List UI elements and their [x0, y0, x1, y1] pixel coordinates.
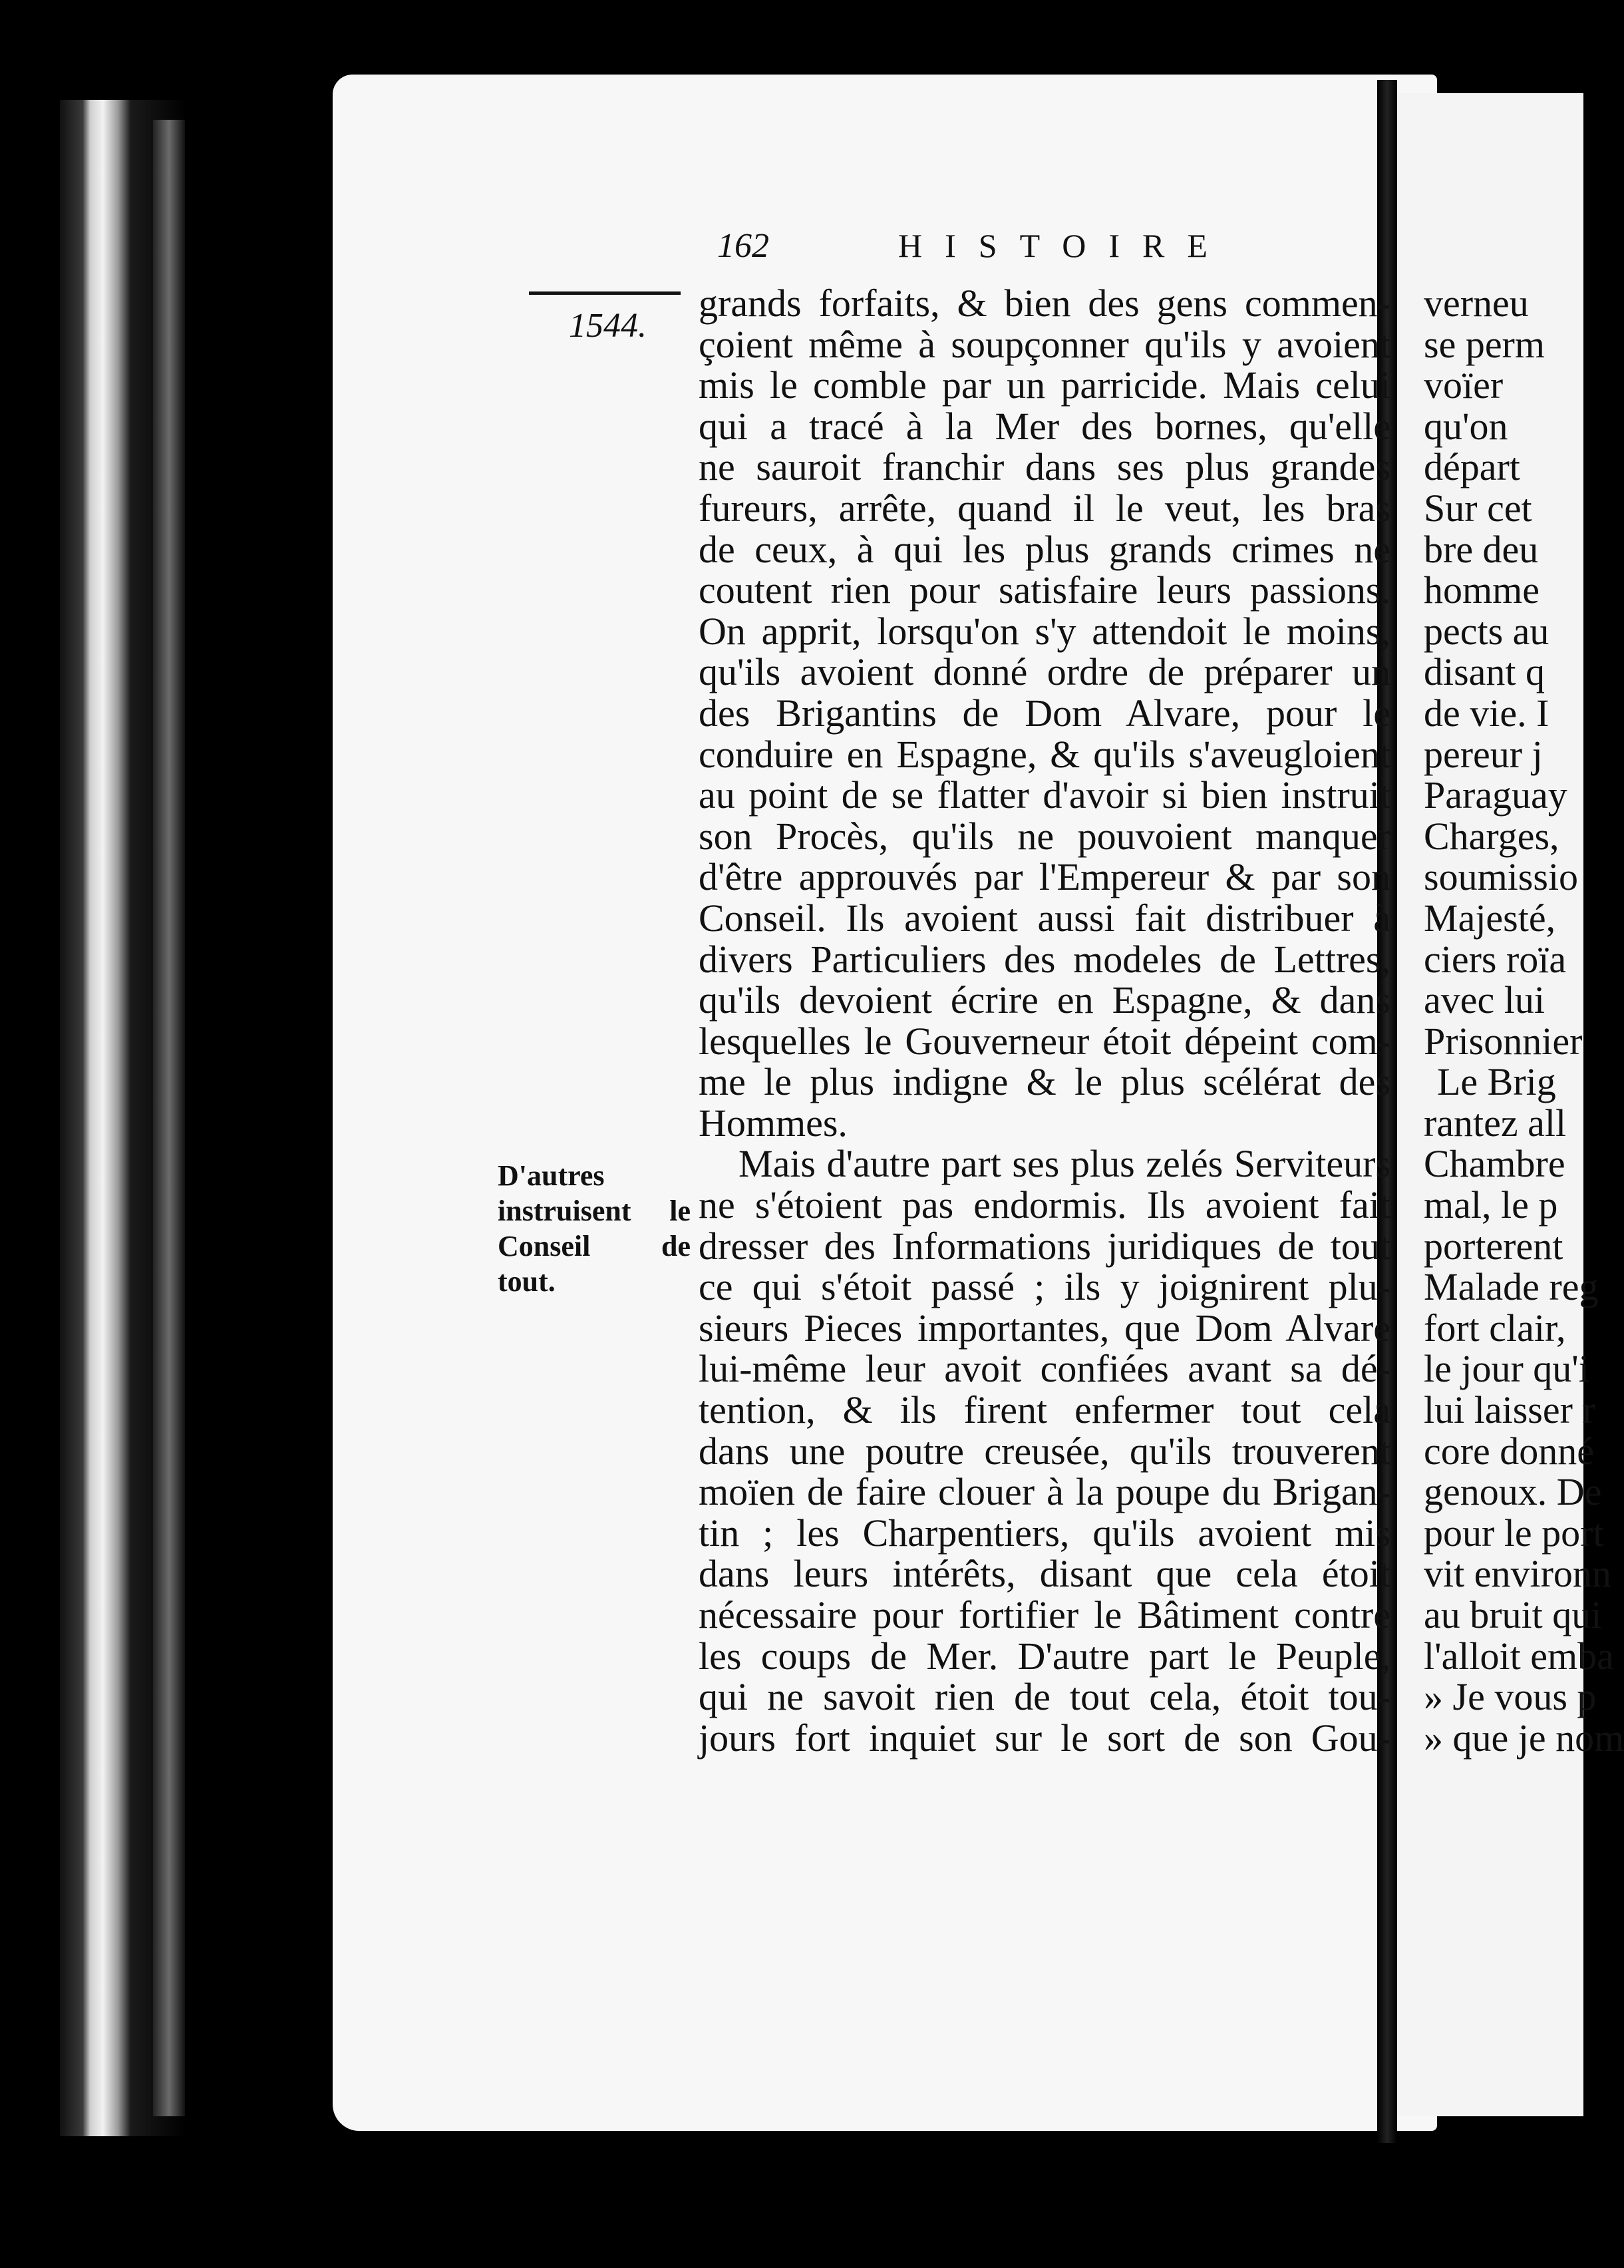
text-line: fureurs, arrête, quand il le veut, les bras — [699, 486, 1390, 530]
text-line: d'être approuvés par l'Empereur & par son — [699, 855, 1390, 899]
text-line: coutent rien pour satisfaire leurs passions. — [699, 568, 1390, 612]
facing-text-line: genoux. De — [1424, 1470, 1602, 1514]
facing-text-line: Paraguay — [1424, 773, 1567, 817]
text-line: qu'ils devoient écrire en Espagne, & dans — [699, 978, 1390, 1022]
text-line: çoient même à soupçonner qu'ils y avoient — [699, 322, 1390, 366]
facing-text-line: qu'on — [1424, 404, 1508, 448]
text-line: Conseil. Ils avoient aussi fait distribuer à — [699, 896, 1390, 940]
text-line: tention, & ils firent enfermer tout cela — [699, 1388, 1390, 1432]
margin-year: 1544. — [569, 307, 647, 345]
facing-text-line: départ — [1424, 445, 1520, 489]
running-head — [0, 226, 1583, 273]
facing-text-line: core donné — [1424, 1429, 1595, 1473]
margin-sidenote — [498, 1158, 691, 1299]
facing-text-line: voïer — [1424, 363, 1504, 407]
facing-page-text — [1424, 282, 1624, 1760]
facing-text-line: » que je nom — [1424, 1716, 1624, 1760]
facing-text-line: vit environn — [1424, 1552, 1611, 1596]
facing-text-line: pects au — [1424, 609, 1549, 653]
text-line: sieurs Pieces importantes, que Dom Alvare — [699, 1306, 1390, 1350]
text-line: moïen de faire clouer à la poupe du Brigan- — [699, 1470, 1390, 1514]
spine-edge — [153, 120, 185, 2116]
text-line: qu'ils avoient donné ordre de préparer un — [699, 650, 1390, 694]
text-line: son Procès, qu'ils ne pouvoient manquer — [699, 814, 1390, 858]
body-text — [699, 283, 1390, 1758]
facing-text-line: verneu — [1424, 282, 1529, 325]
facing-text-line: soumissio — [1424, 855, 1579, 899]
facing-text-line: rantez all — [1424, 1101, 1567, 1145]
text-line: dans une poutre creusée, qu'ils trouverent — [699, 1429, 1390, 1473]
facing-text-line: lui laisser r — [1424, 1388, 1595, 1432]
text-line: les coups de Mer. D'autre part le Peuple, — [699, 1634, 1390, 1678]
text-line: ne sauroit franchir dans ses plus grandes — [699, 445, 1390, 489]
facing-text-line: pour le port — [1424, 1511, 1604, 1555]
facing-text-line: porterent — [1424, 1224, 1563, 1268]
facing-text-line: » Je vous p — [1424, 1675, 1597, 1719]
text-line: lesquelles le Gouverneur étoit dépeint com- — [699, 1019, 1390, 1063]
sidenote-line: instruisent le — [498, 1195, 691, 1227]
facing-text-line: Sur cet — [1424, 486, 1532, 530]
facing-text-line: le jour qu'i — [1424, 1347, 1589, 1391]
sidenote-line: Conseil de — [498, 1230, 691, 1262]
text-line: me le plus indigne & le plus scélérat des — [699, 1060, 1390, 1104]
text-line: dresser des Informations juridiques de tout — [699, 1224, 1390, 1268]
facing-text-line: Prisonnier — [1424, 1019, 1583, 1063]
running-title: HISTOIRE — [898, 227, 1230, 264]
facing-text-line: Chambre — [1424, 1142, 1565, 1186]
text-line: lui-même leur avoit confiées avant sa dé- — [699, 1347, 1390, 1391]
sidenote-line: D'autres — [498, 1159, 605, 1192]
text-line: tin ; les Charpentiers, qu'ils avoient mis — [699, 1511, 1390, 1555]
text-line: divers Particuliers des modeles de Lettres, — [699, 937, 1390, 981]
text-line: conduire en Espagne, & qu'ils s'aveugloient — [699, 732, 1390, 776]
text-line: qui ne savoit rien de tout cela, étoit tou- — [699, 1675, 1390, 1719]
facing-text-line: se perm — [1424, 322, 1545, 366]
sidenote-line: tout. — [498, 1265, 556, 1298]
facing-text-line: l'alloit emba — [1424, 1634, 1614, 1678]
text-line: nécessaire pour fortifier le Bâtiment contre — [699, 1593, 1390, 1636]
text-line: Mais d'autre part ses plus zelés Serviteurs — [738, 1142, 1390, 1186]
text-line: Hommes. — [699, 1101, 848, 1145]
text-line: qui a tracé à la Mer des bornes, qu'elle — [699, 404, 1390, 448]
facing-text-line: Charges, — [1424, 814, 1559, 858]
facing-text-line: avec lui — [1424, 978, 1545, 1022]
facing-text-line: pereur j — [1424, 732, 1543, 776]
text-line: dans leurs intérêts, disant que cela étoit — [699, 1552, 1390, 1596]
page-number: 162 — [717, 227, 769, 265]
facing-text-line: Le Brig — [1437, 1060, 1556, 1104]
facing-text-line: homme — [1424, 568, 1540, 612]
facing-text-line: de vie. I — [1424, 691, 1549, 735]
text-line: On apprit, lorsqu'on s'y attendoit le moins, — [699, 609, 1390, 653]
text-line: grands forfaits, & bien des gens commen- — [699, 282, 1390, 325]
facing-text-line: fort clair, — [1424, 1306, 1566, 1350]
text-line: au point de se flatter d'avoir si bien instruit — [699, 773, 1390, 817]
facing-text-line: au bruit qui — [1424, 1593, 1602, 1636]
facing-text-line: Malade reg — [1424, 1265, 1599, 1309]
facing-text-line: disant q — [1424, 650, 1545, 694]
facing-text-line: mal, le p — [1424, 1183, 1558, 1227]
text-line: ne s'étoient pas endormis. Ils avoient fait — [699, 1183, 1390, 1227]
text-line: mis le comble par un parricide. Mais celui — [699, 363, 1390, 407]
text-line: de ceux, à qui les plus grands crimes ne — [699, 527, 1390, 571]
text-line: jours fort inquiet sur le sort de son Gou- — [699, 1716, 1390, 1760]
facing-text-line: bre deu — [1424, 527, 1539, 571]
facing-text-line: ciers roïa — [1424, 937, 1567, 981]
text-line: ce qui s'étoit passé ; ils y joignirent plu- — [699, 1265, 1390, 1309]
text-line: des Brigantins de Dom Alvare, pour le — [699, 691, 1390, 735]
header-rule — [529, 291, 681, 295]
facing-text-line: Majesté, — [1424, 896, 1556, 940]
